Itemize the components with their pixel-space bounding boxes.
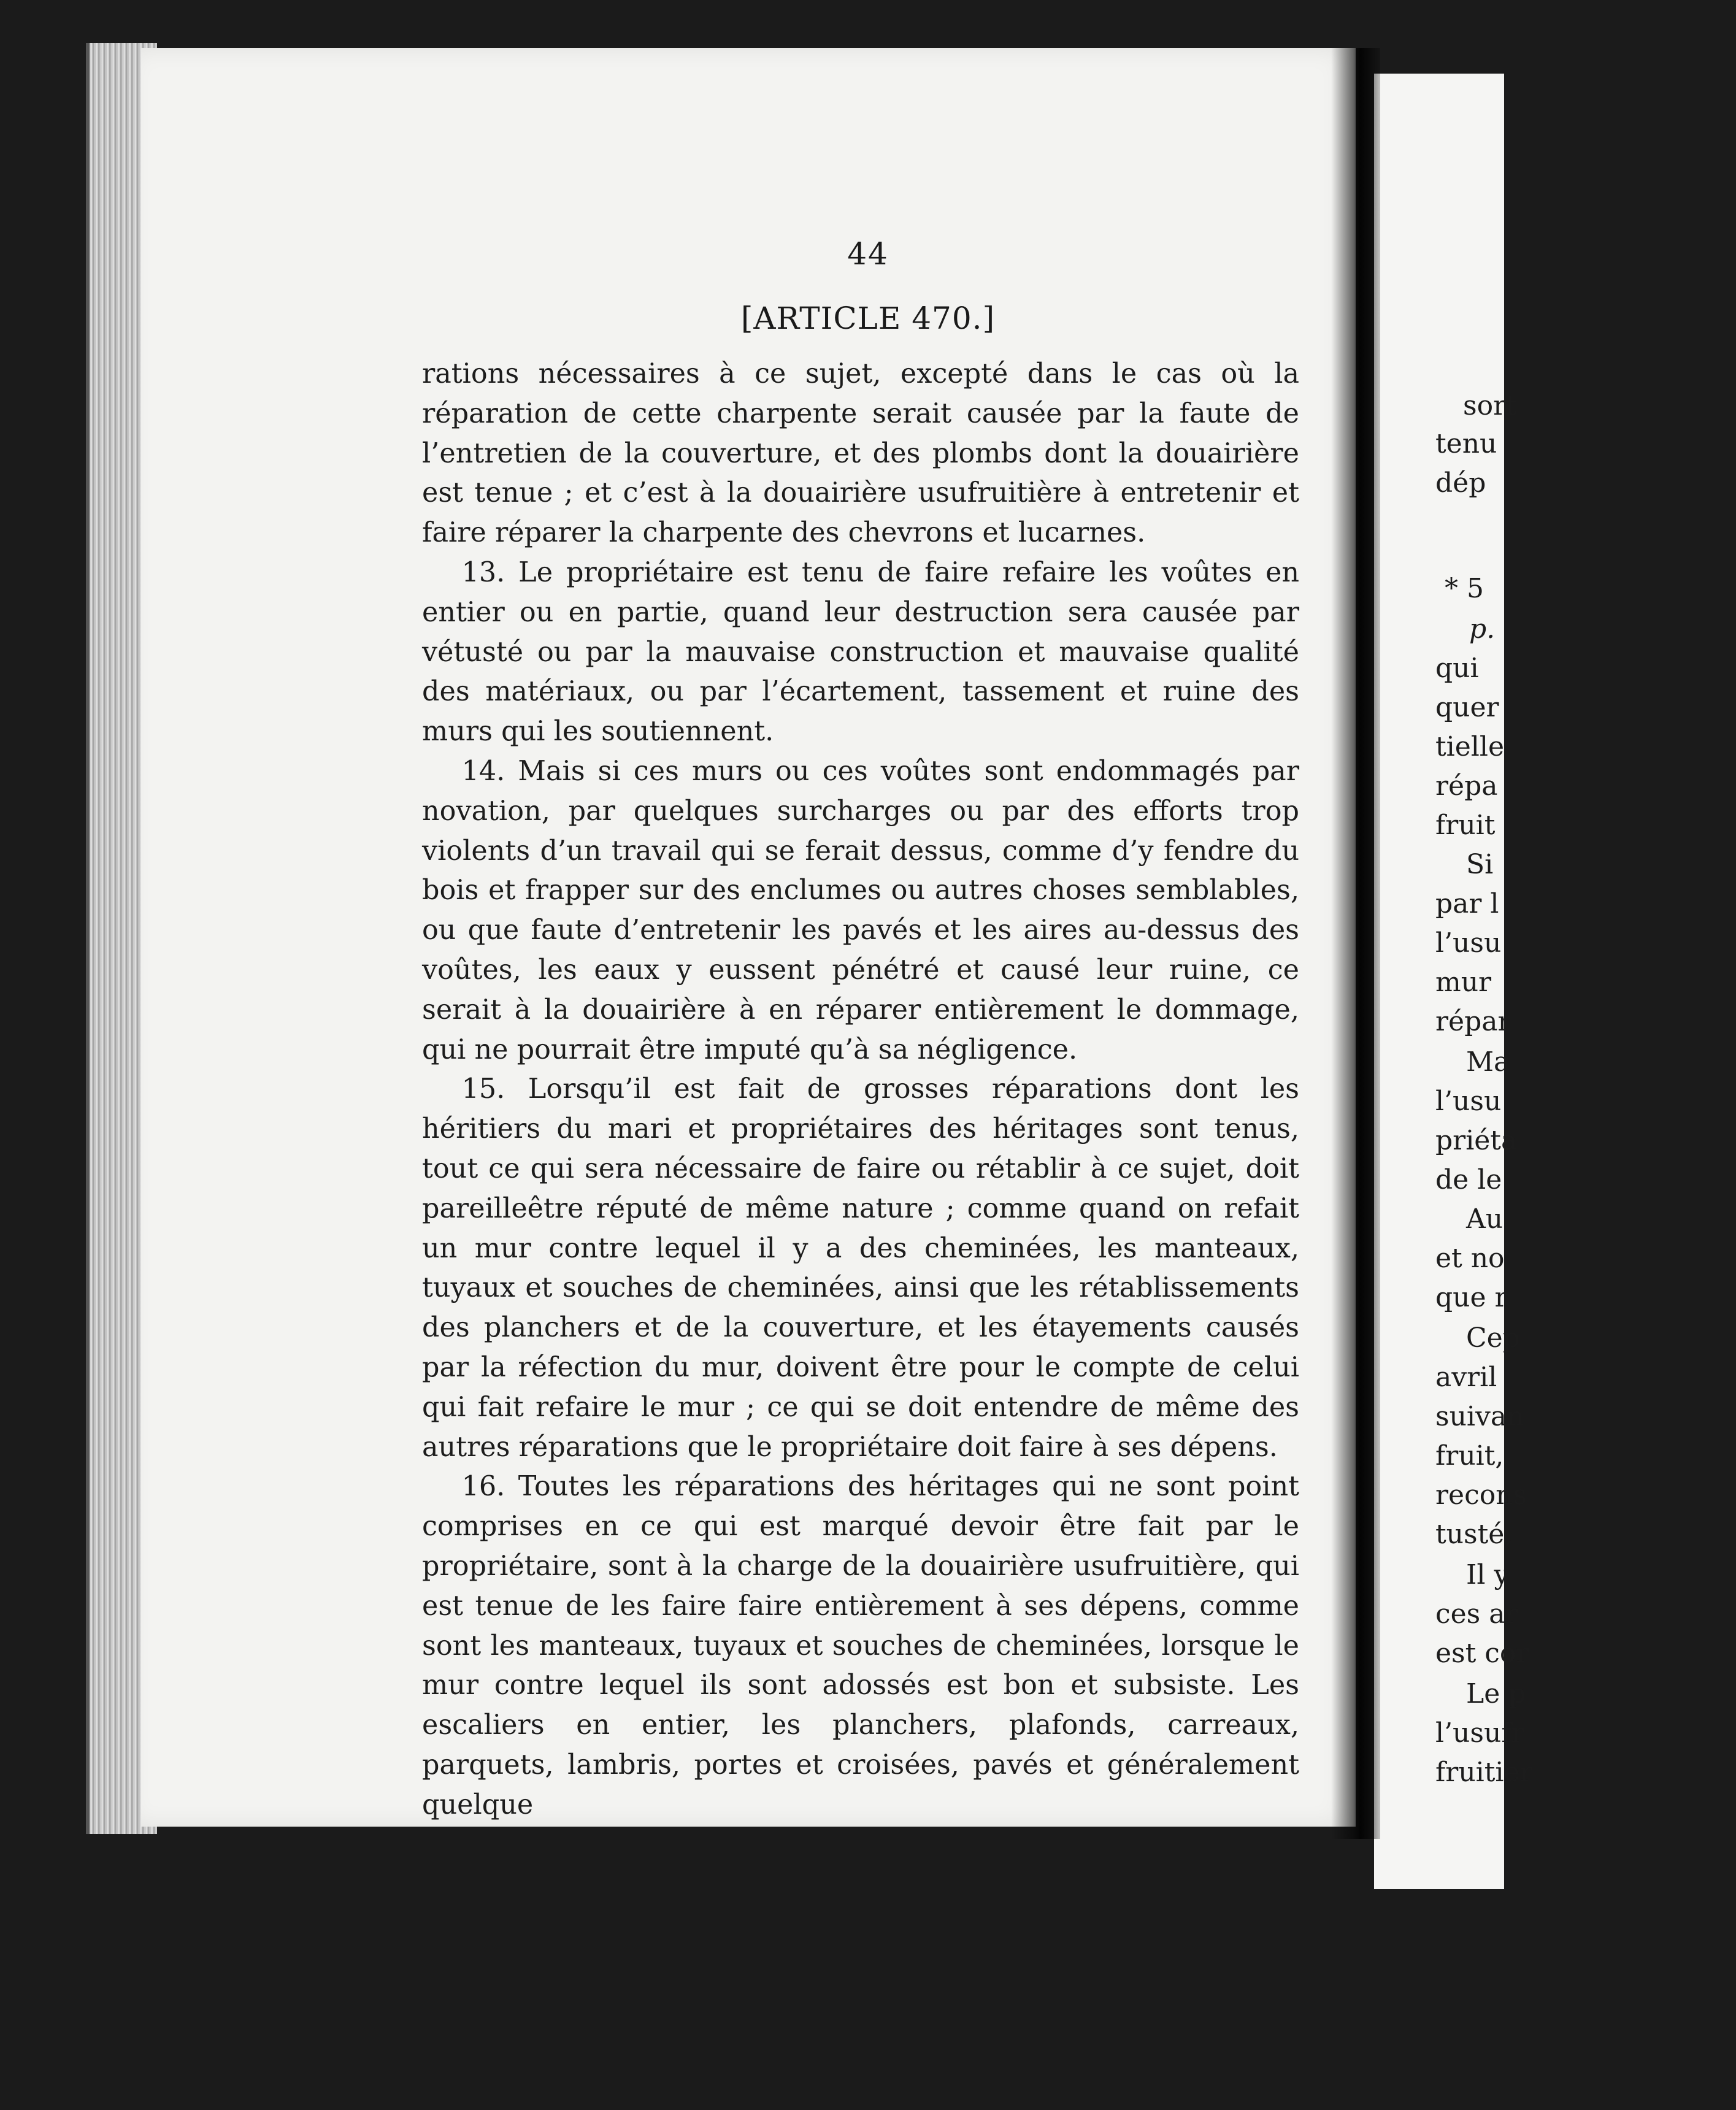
right-page-fragment: tusté, [1435,1519,1513,1550]
right-page-fragment: Cep [1466,1322,1520,1354]
right-page-fragment: sort [1463,390,1517,421]
running-head: [ARTICLE 470.] [740,301,996,336]
right-page-fragment: ces ar [1435,1598,1518,1630]
right-page-fragment: Ma [1466,1046,1510,1078]
right-page-fragment: et no [1435,1243,1505,1274]
right-page-fragment: tenu [1435,428,1497,459]
right-page-fragment: recons [1435,1479,1527,1511]
right-page-fragment: dép [1435,467,1486,499]
right-page-fragment: fruitier [1435,1757,1533,1788]
right-page-fragment: Si [1466,849,1494,880]
right-page-fragment: est cor [1435,1638,1529,1669]
right-page-fragment: répar [1435,1006,1511,1037]
right-page-fragment: de le [1435,1164,1502,1195]
page-number: 44 [847,236,889,272]
right-page-fragment: qui [1435,653,1479,684]
right-page-fragment: mur [1435,967,1492,998]
right-page-fragment: quer [1435,692,1499,723]
right-page-fragment: répa [1435,770,1498,802]
right-page-fragment: * 5 [1445,573,1484,604]
right-page-fragment: l’usufr [1435,1717,1524,1749]
right-page-fragment: l’usu [1435,1086,1502,1117]
right-page-fragment: que r [1435,1282,1508,1313]
right-page-fragment: par l [1435,888,1499,919]
right-page-fragment: Au [1466,1203,1504,1235]
right-page-fragment: p. [1469,613,1496,645]
right-page-fragment: Le p [1466,1678,1526,1709]
paragraph: 16. Toutes les réparations des héritages qui ne sont point comprises en ce qui est marqué devoir être fait par le propriétaire, sont à la charge de la douairière usufruitière, qui est tenue de les faire faire entièrement à ses dépens, comme sont les manteaux, tuyaux et souches de cheminées, lorsque le mur contre lequel ils sont adossés est bon et subsiste. Les escaliers en entier, les planchers, plafonds, carreaux, parquets, lambris, portes et croisées, pavés et généralement quelque [422,1471,1299,1820]
paragraph: 14. Mais si ces murs ou ces voûtes sont endommagés par novation, par quelques surcharges ou par des efforts trop violents d’un travail qui se ferait dessus, comme d’y fendre du bois et frapper sur des enclumes ou autres choses semblables, ou que faute d’entretenir les pavés et les aires au-dessus des voûtes, les eaux y eussent pénétré et causé leur ruine, ce serait à la douairière à en réparer entièrement le dommage, qui ne pourrait être imputé qu’à sa négligence. [422,755,1299,1065]
right-page-fragment: Il y [1466,1559,1510,1590]
paragraph: rations nécessaires à ce sujet, excepté dans le cas où la réparation de cette charpente serait causée par la faute de l’entretien de la couverture, et des plombs dont la douairière est tenue ; et c’est à la douairière usufruitière à entretenir et faire réparer la charpente des chevrons et lucarnes. [422,358,1299,549]
right-page-fragment: suivan [1435,1401,1524,1432]
right-page-fragment: l’usu [1435,927,1502,959]
right-page-fragment: fruit [1435,810,1496,841]
body-text [422,355,1299,1825]
right-page [1374,74,1533,1889]
right-page-fragment: priéta [1435,1125,1518,1156]
right-page-fragment: tielle [1435,731,1504,762]
right-page-fragment: avril [1435,1362,1497,1393]
paragraph: 15. Lorsqu’il est fait de grosses réparations dont les héritiers du mari et propriétaires des héritages sont tenus, tout ce qui sera nécessaire de faire ou rétablir à ce sujet, doit pareilleêtre réputé de même nature ; comme quand on refait un mur contre lequel il y a des cheminées, les manteaux, tuyaux et souches de cheminées, ainsi que les rétablissements des planchers et de la couverture, et les étayements causés par la réfection du mur, doivent être pour le compte de celui qui fait refaire le mur ; ce qui se doit entendre de même des autres réparations que le propriétaire doit faire à ses dépens. [422,1073,1299,1463]
paragraph: 13. Le propriétaire est tenu de faire refaire les voûtes en entier ou en partie, quand leur destruction sera causée par vétusté ou par la mauvaise construction et mauvaise qualité des matériaux, ou par l’écartement, tassement et ruine des murs qui les soutiennent. [422,556,1299,748]
right-page-fragment: fruit, [1435,1440,1504,1471]
